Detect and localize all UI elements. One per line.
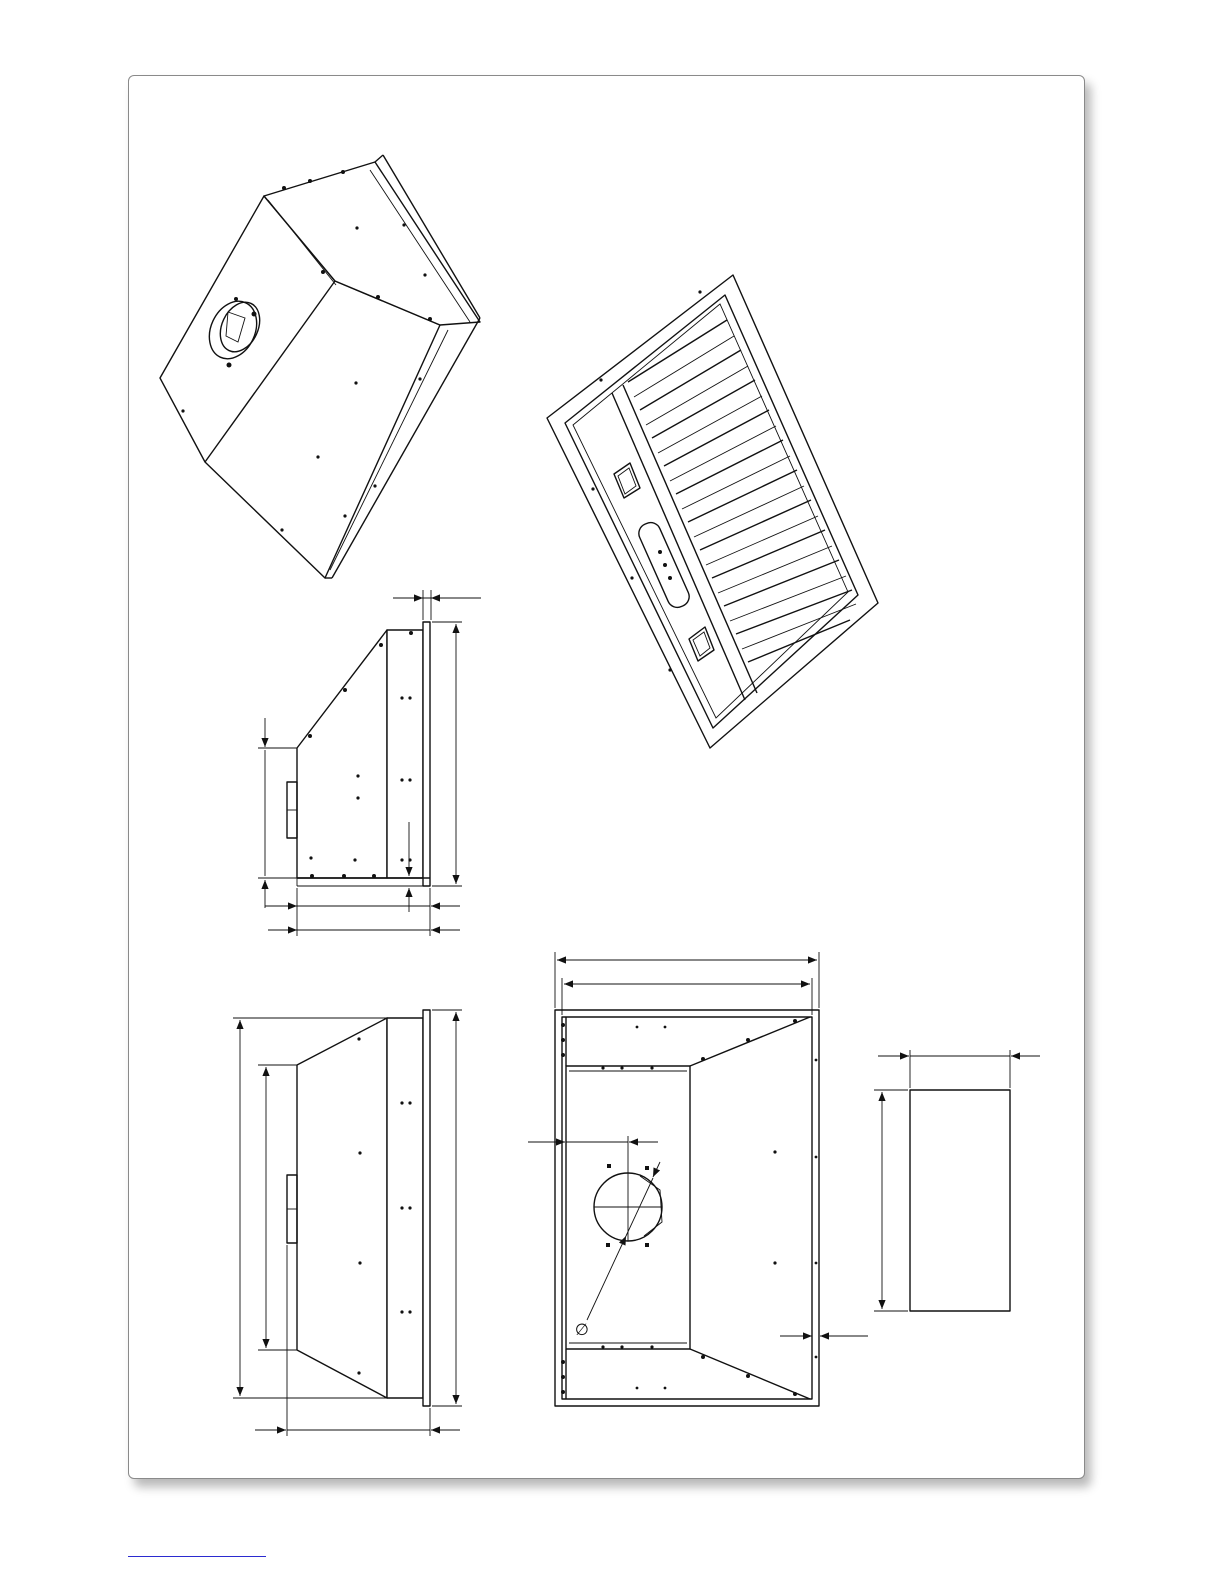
cutout-view bbox=[874, 1050, 1040, 1311]
cutout-rectangle bbox=[910, 1090, 1010, 1311]
side-view bbox=[258, 590, 481, 936]
footer-rule bbox=[128, 1556, 266, 1557]
isometric-view-baffles bbox=[547, 275, 878, 748]
plan-view bbox=[528, 952, 868, 1406]
isometric-view-top bbox=[160, 155, 480, 578]
diameter-symbol: ∅ bbox=[575, 1320, 589, 1339]
top-view bbox=[233, 1010, 462, 1436]
